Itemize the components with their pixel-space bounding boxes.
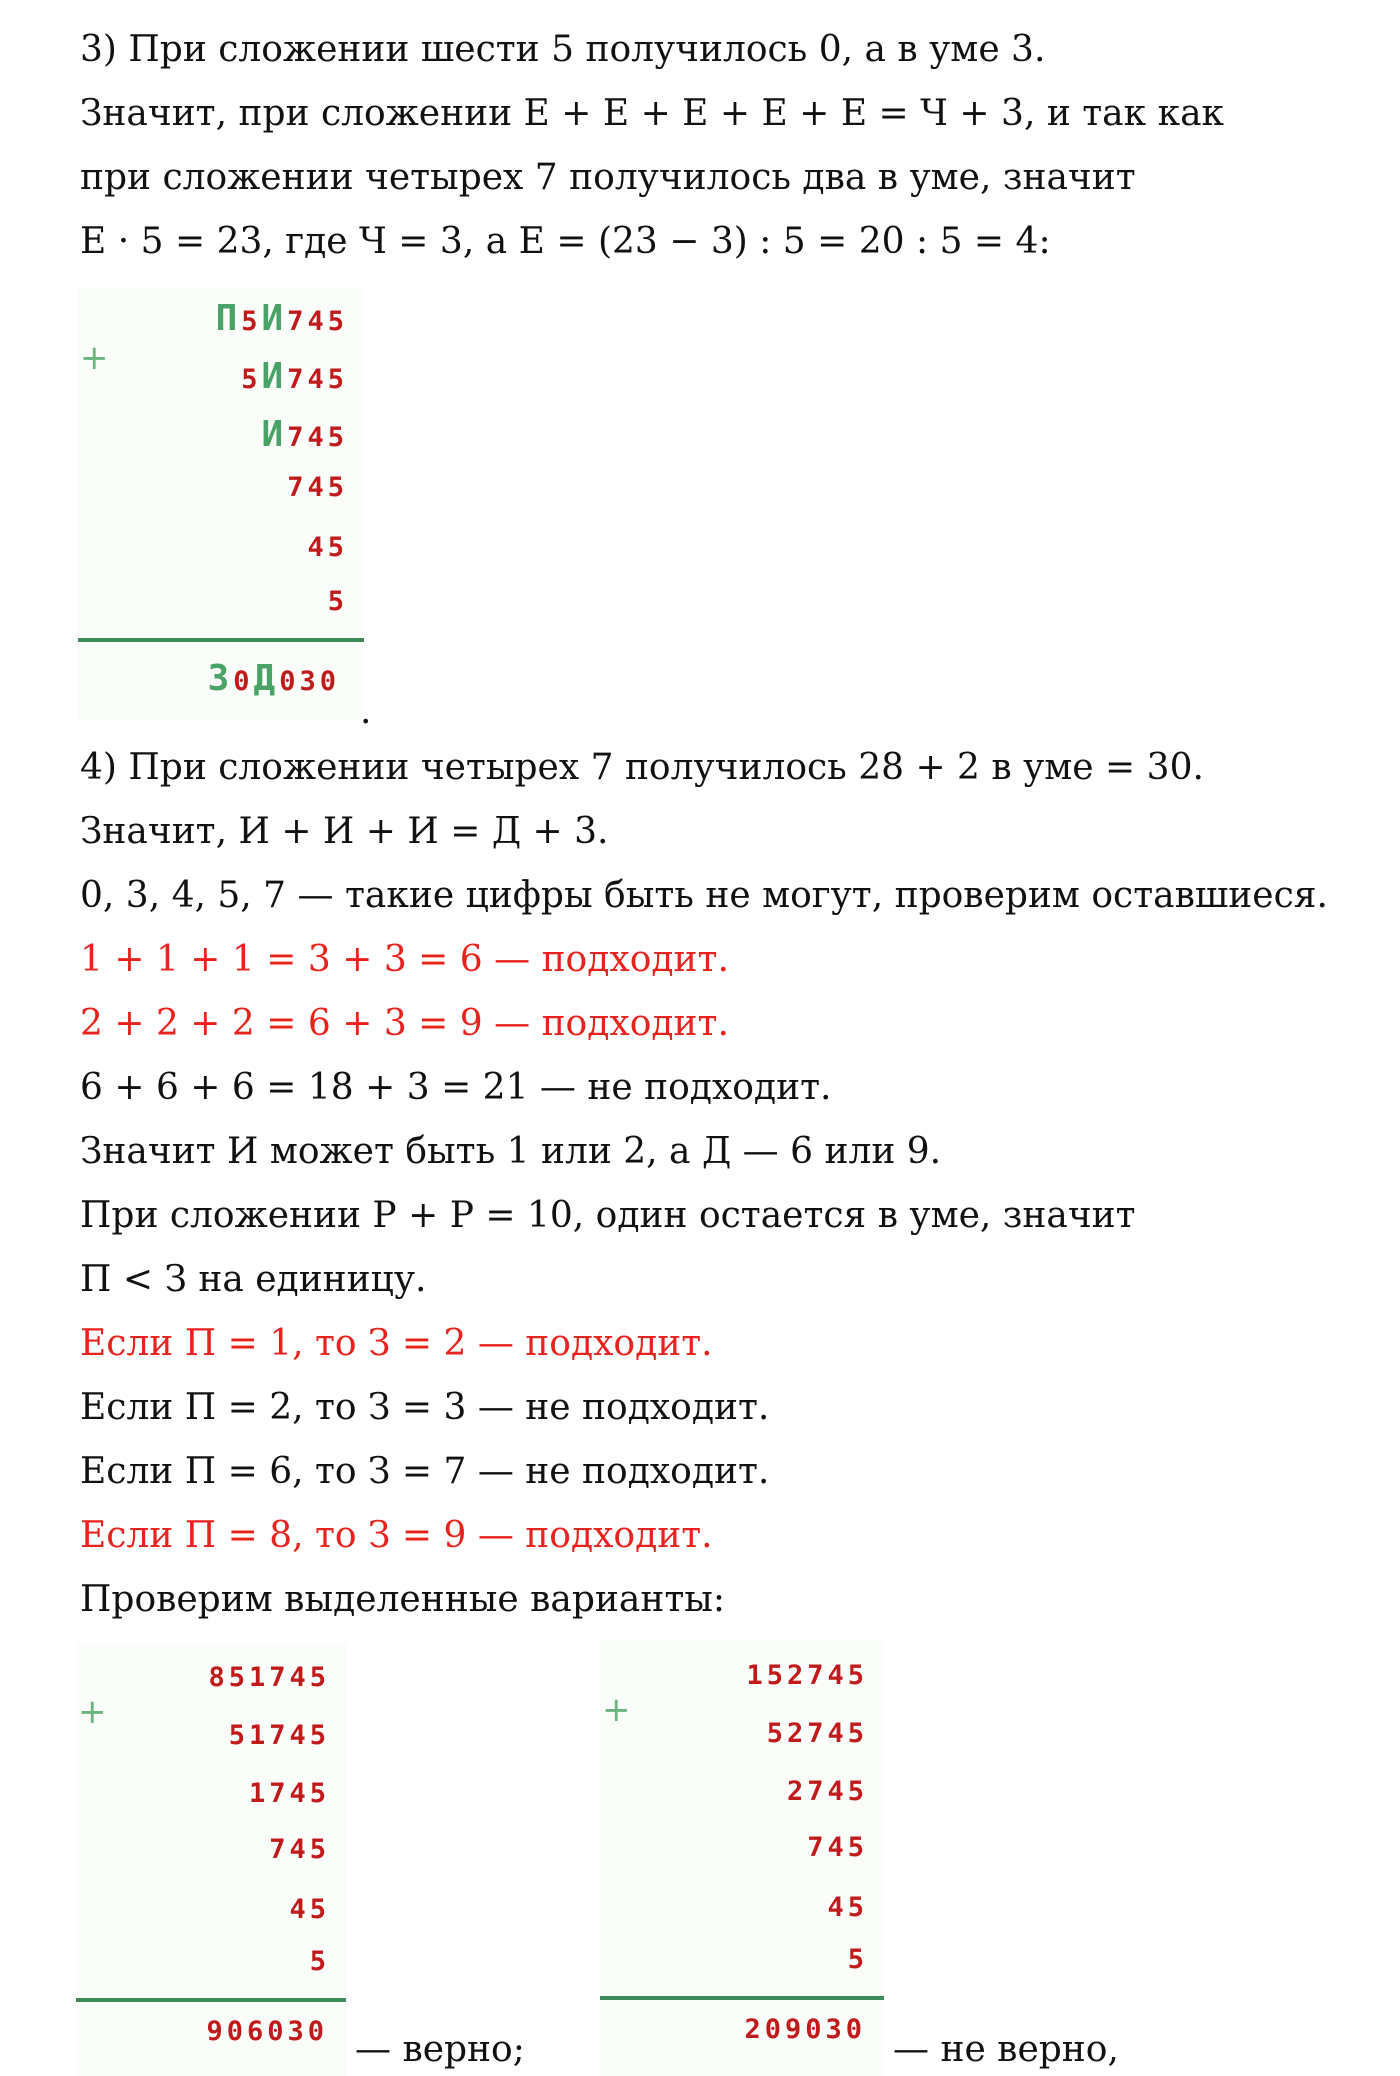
addend-row: [262, 414, 348, 455]
addend-row: [241, 356, 348, 397]
addend-row: 745: [269, 1834, 330, 1865]
addend-row: [216, 298, 348, 339]
letter-glyph: З: [207, 658, 234, 699]
result-row: [208, 658, 340, 699]
text-line: П < З на единицу.: [80, 1259, 427, 1300]
check-addition-1: [76, 1642, 346, 2076]
addend-row: 152745: [746, 1660, 868, 1691]
addend-row: 1745: [248, 1778, 330, 1809]
digit-glyph: 0: [233, 666, 254, 697]
letter-glyph: П: [215, 298, 242, 339]
addend-row: 745: [807, 1832, 868, 1863]
letter-glyph: И: [261, 298, 288, 339]
plus-sign: +: [78, 1692, 107, 1732]
text-line: Значит, при сложении Е + Е + Е + Е + Е = Ч + 3, и так как: [80, 93, 1225, 134]
letter-glyph: И: [261, 414, 288, 455]
addend-row: [328, 586, 348, 617]
digit-glyph: 5: [241, 306, 262, 337]
digit-glyph: 5: [241, 364, 262, 395]
digit-glyph: 45: [307, 532, 348, 563]
highlighted-line: Если П = 8, то З = 9 — подходит.: [80, 1515, 713, 1556]
text-line: 6 + 6 + 6 = 18 + 3 = 21 — не подходит.: [80, 1067, 832, 1108]
text-line: 0, 3, 4, 5, 7 — такие цифры быть не могут, проверим оставшиеся.: [80, 875, 1328, 916]
text-line: Если П = 6, то З = 7 — не подходит.: [80, 1451, 770, 1492]
verdict-1: — верно;: [355, 2029, 525, 2070]
text-line: Значит, И + И + И = Д + 3.: [80, 811, 609, 852]
addend-row: 5: [847, 1944, 868, 1975]
addend-row: 52745: [766, 1718, 868, 1749]
digit-glyph: 030: [279, 666, 340, 697]
addend-row: [307, 532, 348, 563]
text-line: Значит И может быть 1 или 2, а Д — 6 или 9.: [80, 1131, 942, 1172]
text-line: 3) При сложении шести 5 получилось 0, а в уме 3.: [80, 29, 1046, 70]
plus-sign: +: [602, 1690, 631, 1730]
addend-row: 51745: [228, 1720, 330, 1751]
text-line: при сложении четырех 7 получилось два в уме, значит: [80, 157, 1136, 198]
highlighted-line: Если П = 1, то З = 2 — подходит.: [80, 1323, 713, 1364]
plus-sign: +: [80, 338, 109, 378]
result-row: 906030: [206, 2016, 328, 2047]
highlighted-line: 2 + 2 + 2 = 6 + 3 = 9 — подходит.: [80, 1003, 729, 1044]
digit-glyph: 5: [327, 586, 348, 617]
addend-row: 851745: [208, 1662, 330, 1693]
sum-line: [78, 638, 364, 642]
verdict-2: — не верно,: [893, 2029, 1119, 2070]
text-line: 4) При сложении четырех 7 получилось 28 + 2 в уме = 30.: [80, 747, 1204, 788]
digit-glyph: 745: [287, 422, 348, 453]
digit-glyph: 745: [287, 472, 348, 503]
addend-row: [287, 472, 348, 503]
column-addition: [78, 288, 364, 720]
text-line: Если П = 2, то З = 3 — не подходит.: [80, 1387, 770, 1428]
letter-glyph: И: [261, 356, 288, 397]
digit-glyph: 745: [287, 306, 348, 337]
text-line: Е · 5 = 23, где Ч = 3, а Е = (23 − 3) : 5 = 20 : 5 = 4:: [80, 221, 1051, 262]
sum-line: [600, 1996, 884, 2000]
text-line: При сложении Р + Р = 10, один остается в уме, значит: [80, 1195, 1136, 1236]
addend-row: 5: [309, 1946, 330, 1977]
digit-glyph: 745: [287, 364, 348, 395]
letter-glyph: Д: [253, 658, 280, 699]
sum-line: [76, 1998, 346, 2002]
addend-row: 45: [289, 1894, 330, 1925]
addend-row: 2745: [786, 1776, 868, 1807]
check-addition-2: [600, 1640, 884, 2076]
result-row: 209030: [744, 2014, 866, 2045]
text-line: Проверим выделенные варианты:: [80, 1579, 726, 1620]
trailing-dot: .: [360, 691, 372, 732]
addend-row: 45: [827, 1892, 868, 1923]
highlighted-line: 1 + 1 + 1 = 3 + 3 = 6 — подходит.: [80, 939, 729, 980]
